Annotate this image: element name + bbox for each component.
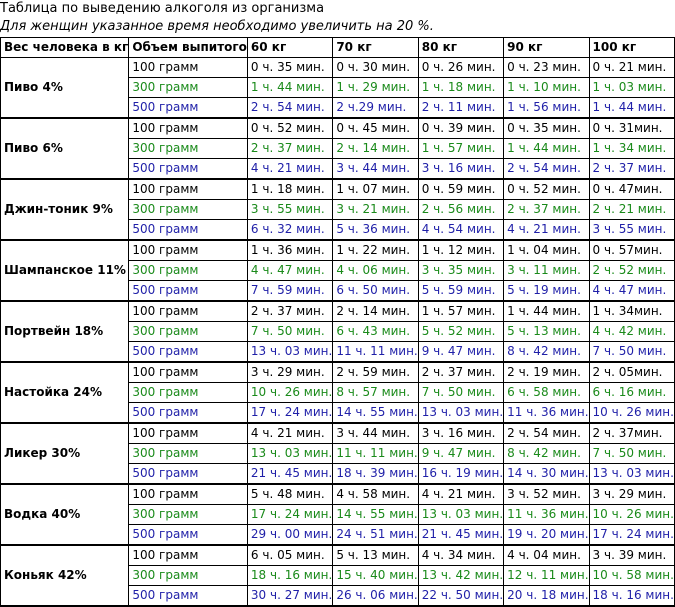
time-cell[interactable]: 1 ч. 10 мин. bbox=[504, 78, 589, 98]
time-cell[interactable]: 4 ч. 21 мин. bbox=[504, 220, 589, 241]
amount-cell[interactable]: 300 грамм bbox=[129, 444, 248, 464]
time-cell[interactable]: 10 ч. 26 мин. bbox=[589, 403, 674, 424]
time-cell[interactable]: 1 ч. 44 мин. bbox=[504, 139, 589, 159]
drink-name-cell[interactable]: Водка 40% bbox=[1, 484, 129, 545]
time-cell[interactable]: 3 ч. 55 мин. bbox=[589, 220, 674, 241]
time-cell[interactable]: 2 ч. 37мин. bbox=[589, 423, 674, 444]
time-cell[interactable]: 14 ч. 55 мин. bbox=[333, 403, 418, 424]
time-cell[interactable]: 4 ч. 47 мин. bbox=[247, 261, 332, 281]
amount-cell[interactable]: 500 грамм bbox=[129, 159, 248, 180]
time-cell[interactable]: 4 ч. 06 мин. bbox=[333, 261, 418, 281]
time-cell[interactable]: 13 ч. 03 мин. bbox=[589, 464, 674, 485]
time-cell[interactable]: 1 ч. 44 мин. bbox=[589, 98, 674, 119]
time-cell[interactable]: 11 ч. 36 мин. bbox=[504, 505, 589, 525]
time-cell[interactable]: 29 ч. 00 мин. bbox=[247, 525, 332, 546]
time-cell[interactable]: 4 ч. 21 мин. bbox=[418, 484, 503, 505]
table-row bbox=[1, 484, 675, 505]
time-cell[interactable]: 4 ч. 34 мин. bbox=[418, 545, 503, 566]
time-cell[interactable]: 17 ч. 24 мин. bbox=[589, 525, 674, 546]
time-cell[interactable]: 1 ч. 12 мин. bbox=[418, 240, 503, 261]
time-cell[interactable]: 1 ч. 56 мин. bbox=[504, 98, 589, 119]
time-cell[interactable]: 1 ч. 44 мин. bbox=[504, 301, 589, 322]
amount-cell[interactable]: 500 грамм bbox=[129, 525, 248, 546]
time-cell[interactable]: 10 ч. 26 мин. bbox=[589, 505, 674, 525]
time-cell[interactable]: 3 ч. 29 мин. bbox=[247, 362, 332, 383]
time-cell[interactable]: 24 ч. 51 мин. bbox=[333, 525, 418, 546]
time-cell[interactable]: 13 ч. 03 мин. bbox=[247, 444, 332, 464]
time-cell[interactable]: 0 ч. 30 мин. bbox=[333, 58, 418, 78]
time-cell[interactable]: 0 ч. 23 мин. bbox=[504, 58, 589, 78]
time-cell[interactable]: 22 ч. 50 мин. bbox=[418, 586, 503, 607]
drink-name-cell[interactable]: Портвейн 18% bbox=[1, 301, 129, 362]
time-cell[interactable]: 18 ч. 16 мин. bbox=[247, 566, 332, 586]
time-cell[interactable]: 3 ч. 16 мин. bbox=[418, 423, 503, 444]
amount-cell[interactable]: 100 грамм bbox=[129, 301, 248, 322]
time-cell[interactable]: 9 ч. 47 мин. bbox=[418, 342, 503, 363]
table-row bbox=[1, 423, 675, 444]
time-cell[interactable]: 2 ч. 59 мин. bbox=[333, 362, 418, 383]
amount-cell[interactable]: 100 грамм bbox=[129, 545, 248, 566]
time-cell[interactable]: 10 ч. 58 мин. bbox=[589, 566, 674, 586]
time-cell[interactable]: 1 ч. 07 мин. bbox=[333, 179, 418, 200]
header-amount[interactable]: Объем выпитого bbox=[129, 38, 248, 58]
time-cell[interactable]: 3 ч. 44 мин. bbox=[333, 159, 418, 180]
header-weight[interactable]: Вес человека в кг bbox=[1, 38, 129, 58]
time-cell[interactable]: 3 ч. 29 мин. bbox=[589, 484, 674, 505]
time-cell[interactable]: 1 ч. 22 мин. bbox=[333, 240, 418, 261]
table-row bbox=[1, 58, 675, 78]
time-cell[interactable]: 8 ч. 42 мин. bbox=[504, 342, 589, 363]
amount-cell[interactable]: 100 грамм bbox=[129, 179, 248, 200]
time-cell[interactable]: 9 ч. 47 мин. bbox=[418, 444, 503, 464]
time-cell[interactable]: 4 ч. 21 мин. bbox=[247, 159, 332, 180]
time-cell[interactable]: 5 ч. 36 мин. bbox=[333, 220, 418, 241]
amount-cell[interactable]: 100 грамм bbox=[129, 118, 248, 139]
drink-name-cell[interactable]: Пиво 4% bbox=[1, 58, 129, 119]
time-cell[interactable]: 7 ч. 50 мин. bbox=[589, 342, 674, 363]
time-cell[interactable]: 1 ч. 03 мин. bbox=[589, 78, 674, 98]
time-cell[interactable]: 6 ч. 43 мин. bbox=[333, 322, 418, 342]
time-cell[interactable]: 0 ч. 52 мин. bbox=[247, 118, 332, 139]
time-cell[interactable]: 4 ч. 58 мин. bbox=[333, 484, 418, 505]
drink-name-cell[interactable]: Шампанское 11% bbox=[1, 240, 129, 301]
time-cell[interactable]: 12 ч. 11 мин. bbox=[504, 566, 589, 586]
time-cell[interactable]: 0 ч. 59 мин. bbox=[418, 179, 503, 200]
table-row bbox=[1, 545, 675, 566]
time-cell[interactable]: 5 ч. 59 мин. bbox=[418, 281, 503, 302]
time-cell[interactable]: 18 ч. 16 мин. bbox=[589, 586, 674, 607]
time-cell[interactable]: 3 ч. 39 мин. bbox=[589, 545, 674, 566]
time-cell[interactable]: 0 ч. 57мин. bbox=[589, 240, 674, 261]
time-cell[interactable]: 1 ч. 18 мин. bbox=[247, 179, 332, 200]
time-cell[interactable]: 2 ч. 05мин. bbox=[589, 362, 674, 383]
amount-cell[interactable]: 300 грамм bbox=[129, 78, 248, 98]
time-cell[interactable]: 4 ч. 54 мин. bbox=[418, 220, 503, 241]
time-cell[interactable]: 0 ч. 31мин. bbox=[589, 118, 674, 139]
time-cell[interactable]: 17 ч. 24 мин. bbox=[247, 505, 332, 525]
time-cell[interactable]: 10 ч. 26 мин. bbox=[247, 383, 332, 403]
amount-cell[interactable]: 500 грамм bbox=[129, 281, 248, 302]
drink-name-cell[interactable]: Ликер 30% bbox=[1, 423, 129, 484]
time-cell[interactable]: 2 ч. 56 мин. bbox=[418, 200, 503, 220]
time-cell[interactable]: 1 ч. 57 мин. bbox=[418, 139, 503, 159]
amount-cell[interactable]: 300 грамм bbox=[129, 261, 248, 281]
time-cell[interactable]: 2 ч. 54 мин. bbox=[504, 423, 589, 444]
time-cell[interactable]: 11 ч. 11 мин. bbox=[333, 444, 418, 464]
time-cell[interactable]: 0 ч. 35 мин. bbox=[247, 58, 332, 78]
time-cell[interactable]: 13 ч. 03 мин. bbox=[418, 505, 503, 525]
table-body bbox=[1, 58, 675, 607]
time-cell[interactable]: 2 ч. 11 мин. bbox=[418, 98, 503, 119]
time-cell[interactable]: 1 ч. 18 мин. bbox=[418, 78, 503, 98]
alcohol-table bbox=[0, 37, 675, 607]
time-cell[interactable]: 1 ч. 04 мин. bbox=[504, 240, 589, 261]
time-cell[interactable]: 1 ч. 57 мин. bbox=[418, 301, 503, 322]
time-cell[interactable]: 1 ч. 34мин. bbox=[589, 301, 674, 322]
time-cell[interactable]: 3 ч. 44 мин. bbox=[333, 423, 418, 444]
time-cell[interactable]: 2 ч. 37 мин. bbox=[504, 200, 589, 220]
table-row bbox=[1, 362, 675, 383]
amount-cell[interactable]: 300 грамм bbox=[129, 139, 248, 159]
header-60kg[interactable]: 60 кг bbox=[247, 38, 332, 58]
time-cell[interactable]: 2 ч.29 мин. bbox=[333, 98, 418, 119]
drink-name-cell[interactable]: Джин-тоник 9% bbox=[1, 179, 129, 240]
amount-cell[interactable]: 500 грамм bbox=[129, 342, 248, 363]
time-cell[interactable]: 0 ч. 45 мин. bbox=[333, 118, 418, 139]
note-text: Для женщин указанное время необходимо увеличить на 20 %. bbox=[0, 19, 434, 34]
header-90kg[interactable]: 90 кг bbox=[504, 38, 589, 58]
header-70kg[interactable]: 70 кг bbox=[333, 38, 418, 58]
drink-name-cell[interactable]: Коньяк 42% bbox=[1, 545, 129, 606]
time-cell[interactable]: 0 ч. 35 мин. bbox=[504, 118, 589, 139]
time-cell[interactable]: 13 ч. 42 мин. bbox=[418, 566, 503, 586]
time-cell[interactable]: 19 ч. 20 мин. bbox=[504, 525, 589, 546]
time-cell[interactable]: 5 ч. 48 мин. bbox=[247, 484, 332, 505]
time-cell[interactable]: 1 ч. 34 мин. bbox=[589, 139, 674, 159]
header-80kg[interactable]: 80 кг bbox=[418, 38, 503, 58]
time-cell[interactable]: 3 ч. 55 мин. bbox=[247, 200, 332, 220]
time-cell[interactable]: 1 ч. 36 мин. bbox=[247, 240, 332, 261]
time-cell[interactable]: 5 ч. 13 мин. bbox=[333, 545, 418, 566]
time-cell[interactable]: 1 ч. 29 мин. bbox=[333, 78, 418, 98]
time-cell[interactable]: 21 ч. 45 мин. bbox=[247, 464, 332, 485]
time-cell[interactable]: 26 ч. 06 мин. bbox=[333, 586, 418, 607]
time-cell[interactable]: 2 ч. 37 мин. bbox=[418, 362, 503, 383]
time-cell[interactable]: 14 ч. 30 мин. bbox=[504, 464, 589, 485]
time-cell[interactable]: 4 ч. 04 мин. bbox=[504, 545, 589, 566]
time-cell[interactable]: 7 ч. 50 мин. bbox=[247, 322, 332, 342]
table-row bbox=[1, 301, 675, 322]
time-cell[interactable]: 2 ч. 21 мин. bbox=[589, 200, 674, 220]
time-cell[interactable]: 11 ч. 36 мин. bbox=[504, 403, 589, 424]
amount-cell[interactable]: 500 грамм bbox=[129, 403, 248, 424]
time-cell[interactable]: 7 ч. 59 мин. bbox=[247, 281, 332, 302]
time-cell[interactable]: 2 ч. 37 мин. bbox=[247, 139, 332, 159]
time-cell[interactable]: 2 ч. 54 мин. bbox=[504, 159, 589, 180]
time-cell[interactable]: 20 ч. 18 мин. bbox=[504, 586, 589, 607]
drink-name-cell[interactable]: Пиво 6% bbox=[1, 118, 129, 179]
time-cell[interactable]: 2 ч. 37 мин. bbox=[589, 159, 674, 180]
time-cell[interactable]: 3 ч. 21 мин. bbox=[333, 200, 418, 220]
header-100kg[interactable]: 100 кг bbox=[589, 38, 674, 58]
table-row bbox=[1, 179, 675, 200]
amount-cell[interactable]: 300 грамм bbox=[129, 200, 248, 220]
time-cell[interactable]: 2 ч. 14 мин. bbox=[333, 301, 418, 322]
time-cell[interactable]: 3 ч. 52 мин. bbox=[504, 484, 589, 505]
time-cell[interactable]: 6 ч. 50 мин. bbox=[333, 281, 418, 302]
time-cell[interactable]: 2 ч. 52 мин. bbox=[589, 261, 674, 281]
time-cell[interactable]: 7 ч. 50 мин. bbox=[418, 383, 503, 403]
time-cell[interactable]: 6 ч. 05 мин. bbox=[247, 545, 332, 566]
time-cell[interactable]: 8 ч. 42 мин. bbox=[504, 444, 589, 464]
time-cell[interactable]: 5 ч. 19 мин. bbox=[504, 281, 589, 302]
time-cell[interactable]: 0 ч. 47мин. bbox=[589, 179, 674, 200]
time-cell[interactable]: 6 ч. 32 мин. bbox=[247, 220, 332, 241]
time-cell[interactable]: 5 ч. 13 мин. bbox=[504, 322, 589, 342]
time-cell[interactable]: 7 ч. 50 мин. bbox=[589, 444, 674, 464]
time-cell[interactable]: 18 ч. 39 мин. bbox=[333, 464, 418, 485]
time-cell[interactable]: 4 ч. 21 мин. bbox=[247, 423, 332, 444]
header-row bbox=[1, 38, 675, 58]
drink-name-cell[interactable]: Настойка 24% bbox=[1, 362, 129, 423]
amount-cell[interactable]: 100 грамм bbox=[129, 484, 248, 505]
amount-cell[interactable]: 300 грамм bbox=[129, 322, 248, 342]
amount-cell[interactable]: 500 грамм bbox=[129, 220, 248, 241]
time-cell[interactable]: 5 ч. 52 мин. bbox=[418, 322, 503, 342]
time-cell[interactable]: 6 ч. 16 мин. bbox=[589, 383, 674, 403]
amount-cell[interactable]: 100 грамм bbox=[129, 240, 248, 261]
time-cell[interactable]: 21 ч. 45 мин. bbox=[418, 525, 503, 546]
time-cell[interactable]: 3 ч. 11 мин. bbox=[504, 261, 589, 281]
table-row bbox=[1, 240, 675, 261]
amount-cell[interactable]: 500 грамм bbox=[129, 464, 248, 485]
time-cell[interactable]: 17 ч. 24 мин. bbox=[247, 403, 332, 424]
time-cell[interactable]: 0 ч. 26 мин. bbox=[418, 58, 503, 78]
time-cell[interactable]: 15 ч. 40 мин. bbox=[333, 566, 418, 586]
time-cell[interactable]: 11 ч. 11 мин. bbox=[333, 342, 418, 363]
time-cell[interactable]: 4 ч. 47 мин. bbox=[589, 281, 674, 302]
amount-cell[interactable]: 300 грамм bbox=[129, 383, 248, 403]
table-title: Таблица по выведению алкоголя из организма bbox=[0, 1, 325, 16]
time-cell[interactable]: 0 ч. 21 мин. bbox=[589, 58, 674, 78]
time-cell[interactable]: 2 ч. 19 мин. bbox=[504, 362, 589, 383]
amount-cell[interactable]: 500 грамм bbox=[129, 586, 248, 607]
time-cell[interactable]: 13 ч. 03 мин. bbox=[418, 403, 503, 424]
amount-cell[interactable]: 300 грамм bbox=[129, 566, 248, 586]
amount-cell[interactable]: 500 грамм bbox=[129, 98, 248, 119]
amount-cell[interactable]: 100 грамм bbox=[129, 58, 248, 78]
time-cell[interactable]: 6 ч. 58 мин. bbox=[504, 383, 589, 403]
amount-cell[interactable]: 100 грамм bbox=[129, 423, 248, 444]
time-cell[interactable]: 3 ч. 35 мин. bbox=[418, 261, 503, 281]
time-cell[interactable]: 8 ч. 57 мин. bbox=[333, 383, 418, 403]
time-cell[interactable]: 13 ч. 03 мин. bbox=[247, 342, 332, 363]
table-row bbox=[1, 118, 675, 139]
time-cell[interactable]: 30 ч. 27 мин. bbox=[247, 586, 332, 607]
amount-cell[interactable]: 300 грамм bbox=[129, 505, 248, 525]
amount-cell[interactable]: 100 грамм bbox=[129, 362, 248, 383]
time-cell[interactable]: 2 ч. 14 мин. bbox=[333, 139, 418, 159]
time-cell[interactable]: 16 ч. 19 мин. bbox=[418, 464, 503, 485]
time-cell[interactable]: 0 ч. 39 мин. bbox=[418, 118, 503, 139]
time-cell[interactable]: 1 ч. 44 мин. bbox=[247, 78, 332, 98]
time-cell[interactable]: 14 ч. 55 мин. bbox=[333, 505, 418, 525]
time-cell[interactable]: 2 ч. 54 мин. bbox=[247, 98, 332, 119]
time-cell[interactable]: 3 ч. 16 мин. bbox=[418, 159, 503, 180]
time-cell[interactable]: 2 ч. 37 мин. bbox=[247, 301, 332, 322]
time-cell[interactable]: 4 ч. 42 мин. bbox=[589, 322, 674, 342]
time-cell[interactable]: 0 ч. 52 мин. bbox=[504, 179, 589, 200]
